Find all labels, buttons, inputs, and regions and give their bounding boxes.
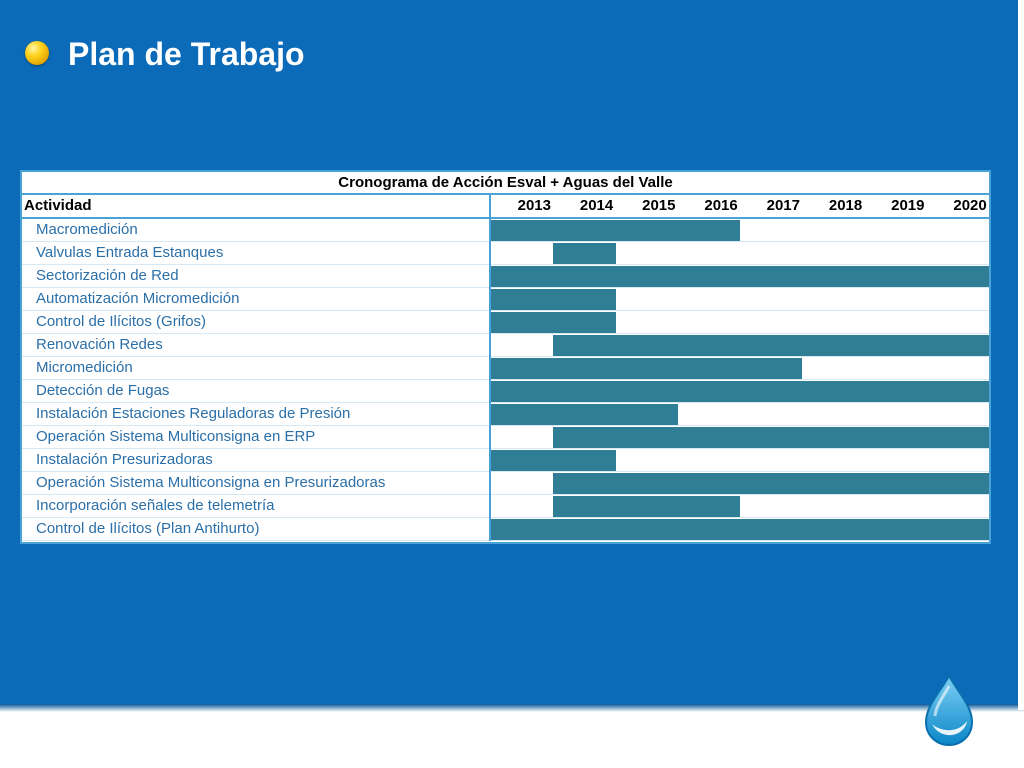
table-row [22,449,989,472]
activity-label: Instalación Estaciones Reguladoras de Presión [36,405,351,422]
table-row [22,495,989,518]
gantt-bar [491,381,989,402]
gantt-bar [491,404,678,425]
year-header-2016: 2016 [704,197,738,214]
column-divider [489,242,491,265]
column-divider [489,495,491,518]
gantt-bar [491,266,989,287]
table-row [22,334,989,357]
gantt-bar [553,496,740,517]
column-divider [489,426,491,449]
gantt-bar [553,427,989,448]
table-row [22,380,989,403]
table-row [22,219,989,242]
activity-label: Operación Sistema Multiconsigna en Presurizadoras [36,474,386,491]
gantt-bar [553,335,989,356]
gantt-bar [491,450,616,471]
year-header-2014: 2014 [579,197,614,214]
slide-title: Plan de Trabajo [68,36,305,72]
table-row [22,288,989,311]
table-row [22,311,989,334]
gantt-bar [553,243,615,264]
activity-label: Operación Sistema Multiconsigna en ERP [36,428,316,445]
activity-label: Macromedición [36,221,138,238]
year-header-2017: 2017 [766,197,800,214]
activity-column-header: Actividad [24,197,92,214]
year-header-2020: 2020 [953,197,987,214]
table-header-row [22,195,989,219]
activity-label: Incorporación señales de telemetría [36,497,275,514]
activity-label: Control de Ilícitos (Grifos) [36,313,207,330]
table-row [22,265,989,288]
table-row [22,426,989,449]
year-header-2019: 2019 [891,197,925,214]
gantt-bar [491,220,740,241]
activity-label: Control de Ilícitos (Plan Antihurto) [36,520,260,537]
schedule-table [20,170,991,544]
activity-label: Automatización Micromedición [36,290,240,307]
activity-label: Sectorización de Red [36,267,179,284]
gantt-bar [491,289,616,310]
gantt-bar [491,358,802,379]
year-header-2018: 2018 [828,197,863,214]
gantt-bar [491,312,616,333]
water-drop-icon [918,672,980,748]
table-caption: Cronograma de Acción Esval + Aguas del Valle [22,172,989,195]
slide-right-edge [1018,0,1024,710]
column-divider [489,472,491,495]
table-row [22,357,989,380]
table-row [22,518,989,541]
table-row [22,472,989,495]
year-header-2015: 2015 [642,197,676,214]
activity-label: Renovación Redes [36,336,163,353]
activity-label: Valvulas Entrada Estanques [36,244,224,261]
table-row [22,242,989,265]
column-divider [489,334,491,357]
gantt-bar [491,519,989,540]
activity-label: Micromedición [36,359,133,376]
year-header-2013: 2013 [517,197,551,214]
slide-footer-shadow [0,704,1024,712]
gantt-bar [553,473,989,494]
title-bullet-icon [25,41,49,65]
activity-label: Detección de Fugas [36,382,170,399]
activity-label: Instalación Presurizadoras [36,451,213,468]
table-row [22,403,989,426]
